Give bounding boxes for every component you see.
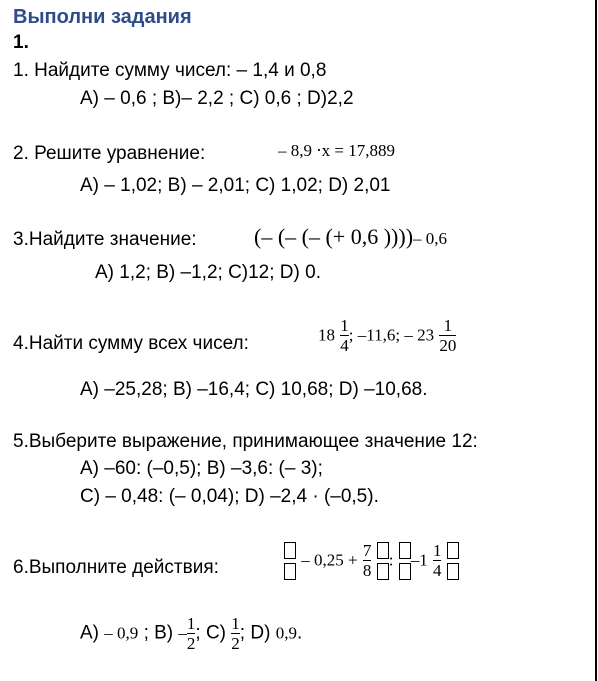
fraction-denominator: 2 [231,634,240,653]
fraction-7-8 [363,541,372,580]
question-5-answers-line-1: А) –60: (–0,5); В) –3,6: (– 3); [80,458,323,479]
question-6-text: 6.Выполните действия: [13,557,219,578]
mixed-number-2-fraction [439,316,456,355]
question-3-expression [254,226,447,250]
question-1-text: 1. Найдите сумму чисел: – 1,4 и 0,8 [13,60,327,81]
question-2-equation: – 8,9 ⋅x = 17,889 [278,141,395,160]
answer-d-label: ; D) [239,622,271,644]
fraction-denominator: 2 [186,634,196,653]
fraction-numerator: 1 [186,614,196,633]
question-5-answers-line-2: С) – 0,48: (– 0,04); D) –2,4 · (–0,5). [80,486,379,507]
answer-b-label: ; В) [143,622,174,644]
answer-a-value: – 0,9 [104,623,139,643]
fraction-denominator: 20 [439,336,457,355]
mixed-number-1-whole: 18 [318,325,335,345]
question-3-nested-parentheses: (– (– (– (+ 0,6 )))) [254,224,414,249]
answer-c-label: ; С) [195,622,227,644]
fraction-numerator: 1 [443,316,453,335]
fraction-denominator: 4 [340,336,349,355]
fraction-denominator: 8 [362,561,372,580]
fraction-1-4 [433,541,442,580]
fraction-numerator: 7 [362,541,372,560]
question-6-answers [80,614,302,653]
fraction-numerator: 1 [340,316,349,335]
page-edge-divider [595,0,597,681]
question-4-answers: А) –25,28; В) –16,4; С) 10,68; D) –10,68. [80,379,428,400]
bracket-placeholder [447,542,459,580]
question-4-text: 4.Найти сумму всех чисел: [13,333,249,354]
answer-d-value: 0,9 [275,623,297,643]
worksheet-title: Выполни задания [13,6,192,28]
question-2-text [13,143,205,165]
bracket-placeholder [377,542,389,580]
fraction-denominator: 4 [432,561,442,580]
question-2-label: 2. Решите уравнение: [13,143,206,164]
answer-b-sign: – [178,623,187,643]
question-3-expression-tail: – 0,6 [413,229,448,248]
bracket-placeholder [399,542,411,580]
fraction-numerator: 1 [231,614,240,633]
numbers-middle: ; –11,6; – 23 [348,325,435,345]
question-3-text: 3.Найдите значение: [13,229,197,250]
mixed-number-1-fraction [340,316,349,355]
task-number: 1. [13,32,29,53]
answer-a-label: А) [80,622,99,644]
question-6-expression [284,541,459,580]
expression-minus-one: –1 [410,550,428,570]
fraction-numerator: 1 [432,541,442,560]
question-3-answers: А) 1,2; В) –1,2; С)12; D) 0. [95,262,321,283]
question-2-answers: А) – 1,02; В) – 2,01; С) 1,02; D) 2,01 [80,175,391,196]
question-1-answers: А) – 0,6 ; В)– 2,2 ; С) 0,6 ; D)2,2 [80,88,354,109]
expression-part-1: – 0,25 + [301,550,358,570]
question-4-numbers [318,316,456,355]
division-colon: : [388,550,394,570]
answer-end: . [296,622,303,644]
bracket-placeholder [284,542,296,580]
answer-c-fraction [231,614,240,653]
question-5-text: 5.Выберите выражение, принимающее значение 12: [13,431,478,452]
